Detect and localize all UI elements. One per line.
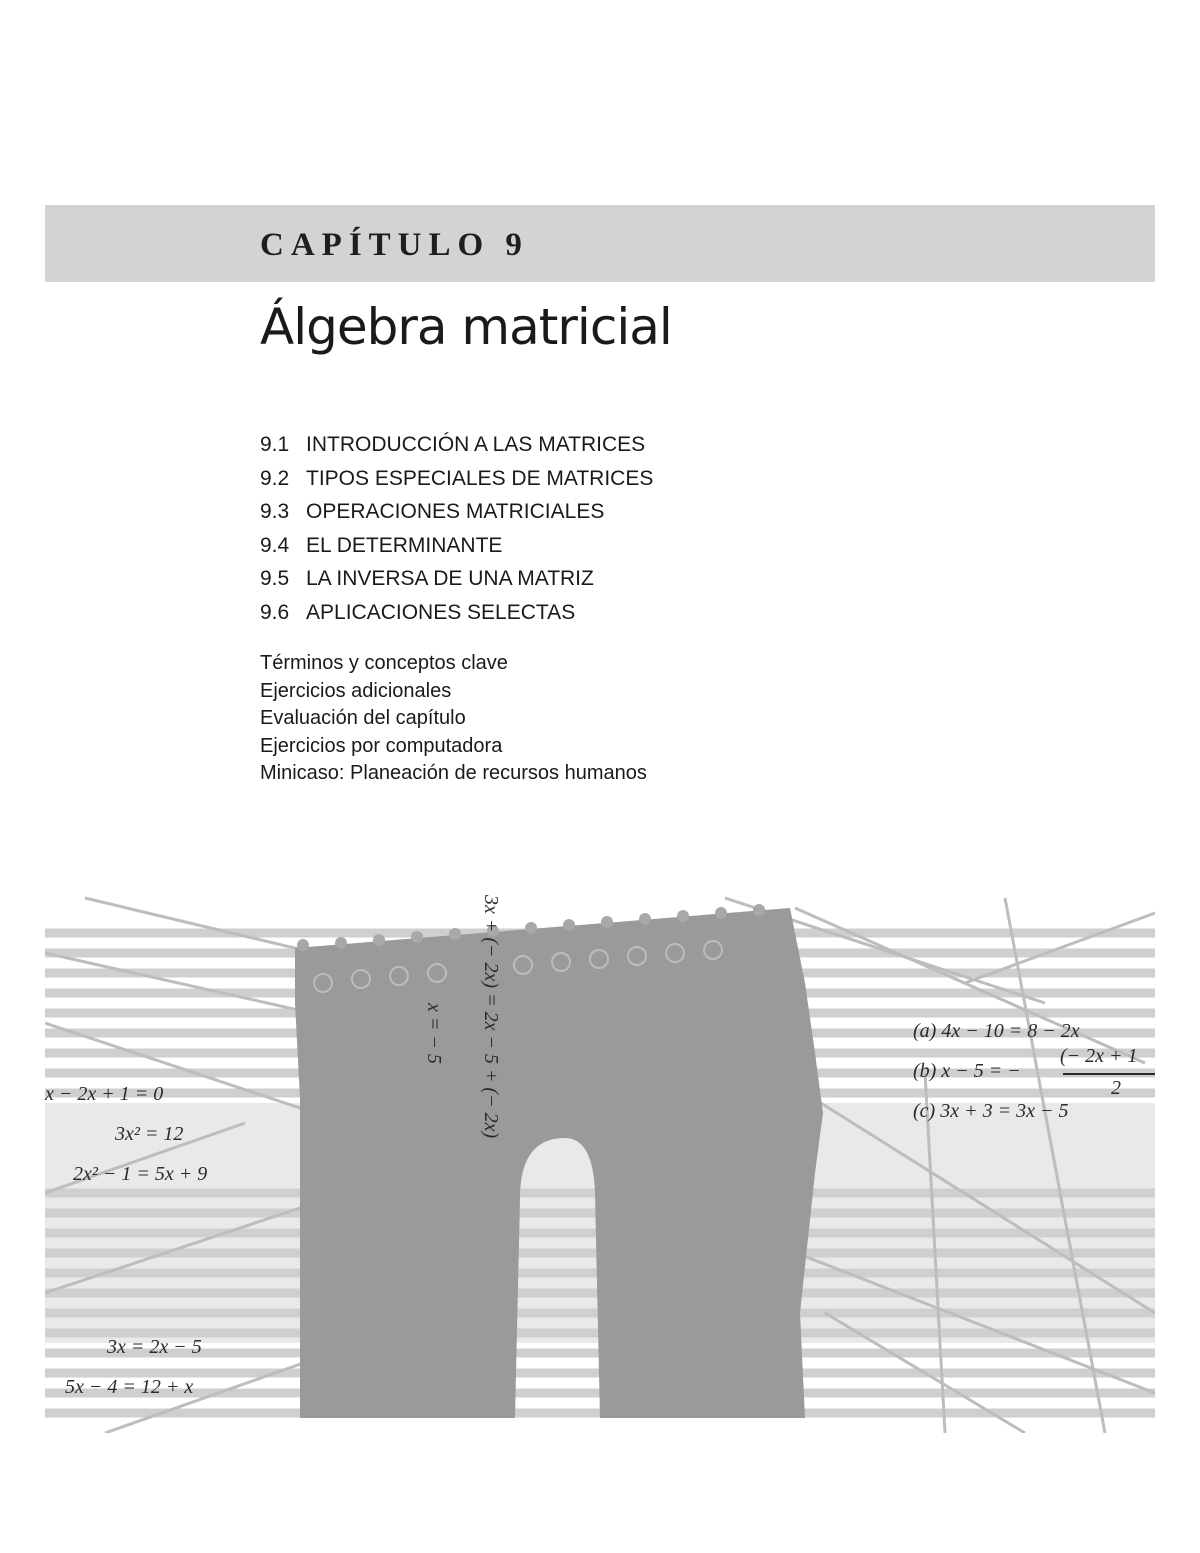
chapter-title: Álgebra matricial xyxy=(260,298,672,356)
equation-vertical: x = − 5 xyxy=(423,1003,445,1064)
equation: 5x − 4 = 12 + x xyxy=(65,1376,194,1398)
extra-item[interactable]: Evaluación del capítulo xyxy=(260,707,466,729)
fraction-numerator: (− 2x + 1 xyxy=(1060,1045,1138,1067)
section-title: EL DETERMINANTE xyxy=(306,533,503,557)
section-item[interactable] xyxy=(260,464,653,498)
section-title: INTRODUCCIÓN A LAS MATRICES xyxy=(306,433,646,456)
extras-list xyxy=(260,650,647,788)
section-item[interactable] xyxy=(260,531,653,565)
equation-text: 4x − 10 = 8 − 2x xyxy=(941,1020,1080,1042)
equation: 3x² = 12 xyxy=(115,1123,184,1145)
extra-item[interactable]: Ejercicios por computadora xyxy=(260,734,503,757)
extra-item[interactable]: Minicaso: Planeación de recursos humanos xyxy=(260,762,647,784)
equation-vertical: 3x + (− 2x) = 2x − 5 + (− 2x) xyxy=(480,895,502,1139)
section-item[interactable] xyxy=(260,430,653,464)
chapter-label: CAPÍTULO 9 xyxy=(260,227,529,263)
extra-item[interactable]: Ejercicios adicionales xyxy=(260,679,452,702)
section-title: TIPOS ESPECIALES DE MATRICES xyxy=(306,466,654,490)
section-number: 9.1 xyxy=(260,433,290,456)
section-item[interactable] xyxy=(260,598,653,632)
section-item[interactable] xyxy=(260,564,653,598)
section-list xyxy=(260,430,653,631)
section-number: 9.4 xyxy=(260,533,290,557)
equation xyxy=(913,1020,1080,1043)
equation: x − 2x + 1 = 0 xyxy=(45,1083,164,1105)
chapter-band xyxy=(45,205,1155,282)
extra-item[interactable]: Términos y conceptos clave xyxy=(260,652,508,674)
equation-label: (a) xyxy=(913,1020,937,1042)
section-title: OPERACIONES MATRICIALES xyxy=(306,500,605,523)
fraction-bar xyxy=(1063,1073,1155,1075)
section-number: 9.2 xyxy=(260,466,290,490)
fraction-denominator: 2 xyxy=(1111,1077,1121,1099)
section-title: APLICACIONES SELECTAS xyxy=(306,600,576,624)
equation xyxy=(913,1060,1021,1083)
section-title: LA INVERSA DE UNA MATRIZ xyxy=(306,567,594,590)
equation-label: (b) xyxy=(913,1060,937,1082)
chapter-illustration xyxy=(45,893,1155,1433)
equation: 2x² − 1 = 5x + 9 xyxy=(73,1163,208,1185)
equation-text: x − 5 = − xyxy=(941,1060,1021,1082)
section-number: 9.6 xyxy=(260,600,290,624)
equation xyxy=(913,1100,1068,1123)
equation: 3x = 2x − 5 xyxy=(107,1336,202,1358)
equation-text: 3x + 3 = 3x − 5 xyxy=(940,1100,1069,1122)
equation-label: (c) xyxy=(913,1100,936,1122)
section-number: 9.3 xyxy=(260,500,290,523)
section-item[interactable] xyxy=(260,497,653,531)
arch-illustration xyxy=(45,893,1155,1433)
section-number: 9.5 xyxy=(260,567,290,590)
